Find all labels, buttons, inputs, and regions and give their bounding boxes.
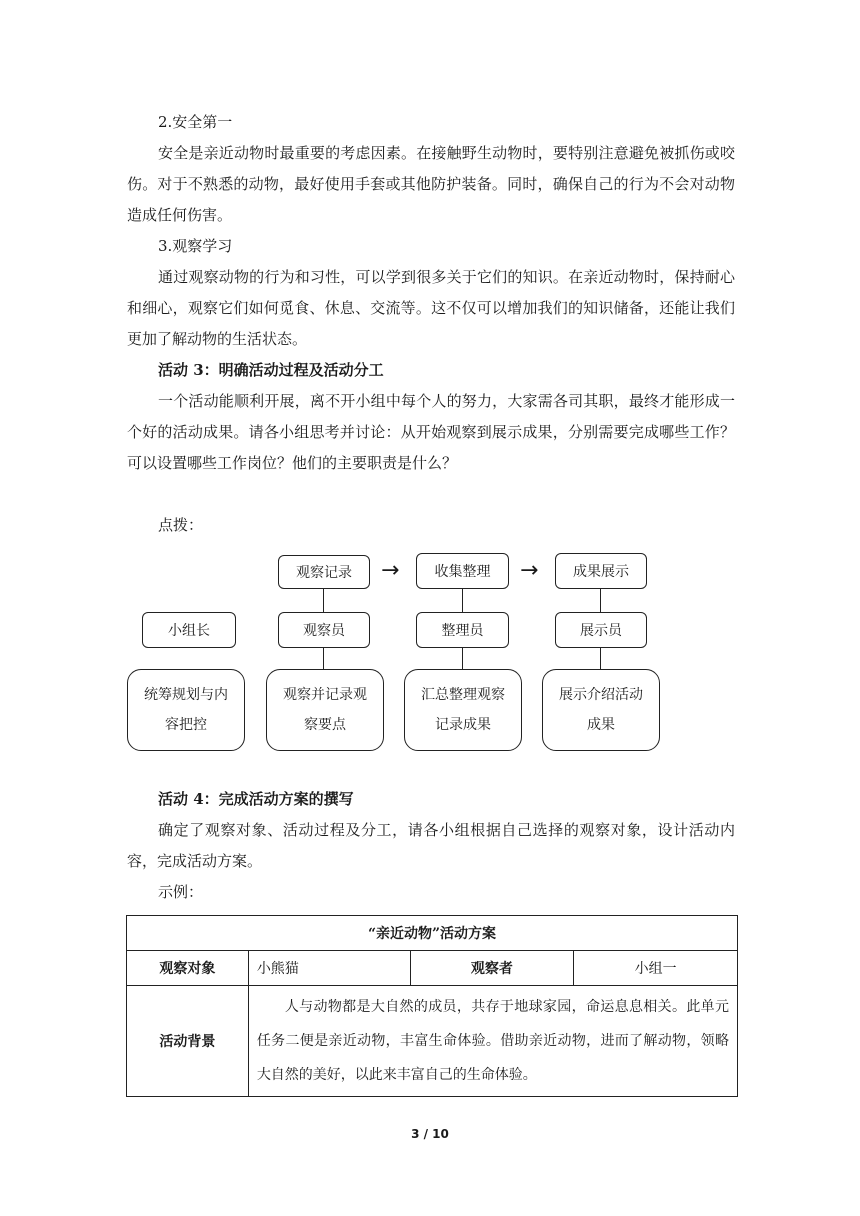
duty-observer: 观察并记录观察要点 xyxy=(266,669,384,751)
background-value: 人与动物都是大自然的成员，共存于地球家园，命运息息相关。此单元任务二便是亲近动物，丰富生命体验。借助亲近动物，进而了解动物，领略大自然的美好，以此来丰富自己的生命体验。 xyxy=(248,986,737,1097)
connector-line xyxy=(600,648,601,669)
observer-value: 小组一 xyxy=(574,951,738,986)
object-label: 观察对象 xyxy=(127,951,249,986)
observer-label: 观察者 xyxy=(410,951,574,986)
object-value: 小熊猫 xyxy=(248,951,410,986)
table-row xyxy=(127,916,738,951)
connector-line xyxy=(600,589,601,612)
connector-line xyxy=(462,648,463,669)
duty-presenter: 展示介绍活动成果 xyxy=(542,669,660,751)
paragraph-observe: 通过观察动物的行为和习性，可以学到很多关于它们的知识。在亲近动物时，保持耐心和细心，观察它们如何觅食、休息、交流等。这不仅可以增加我们的知识储备，还能让我们更加了解动物的生活状态。 xyxy=(127,268,735,348)
paragraph-activity3: 一个活动能顺利开展，离不开小组中每个人的努力，大家需各司其职，最终才能形成一个好的活动成果。请各小组思考并讨论：从开始观察到展示成果，分别需要完成哪些工作？可以设置哪些工作岗位？他们的主要职责是什么？ xyxy=(127,392,735,472)
connector-line xyxy=(462,589,463,612)
table-row xyxy=(127,986,738,1097)
role-organizer: 整理员 xyxy=(416,612,509,648)
flow-step-observe-record: 观察记录 xyxy=(278,555,370,589)
paragraph-activity4: 确定了观察对象、活动过程及分工，请各小组根据自己选择的观察对象，设计活动内容，完成活动方案。 xyxy=(127,821,735,870)
connector-line xyxy=(323,589,324,612)
flow-arrow-2: → xyxy=(520,558,539,583)
role-presenter: 展示员 xyxy=(555,612,647,648)
activity-plan-table xyxy=(126,915,738,1097)
duty-team-leader: 统筹规划与内容把控 xyxy=(127,669,245,751)
activity4-heading: 活动 4：完成活动方案的撰写 xyxy=(158,790,354,808)
section-heading-safety: 2.安全第一 xyxy=(158,113,233,131)
duty-organizer: 汇总整理观察记录成果 xyxy=(404,669,522,751)
section-heading-observe: 3.观察学习 xyxy=(158,237,233,255)
role-observer: 观察员 xyxy=(278,612,370,648)
page-indicator: 3 / 10 xyxy=(411,1127,449,1141)
flow-step-collect: 收集整理 xyxy=(416,553,509,589)
example-label: 示例： xyxy=(158,883,204,901)
table-title: “亲近动物”活动方案 xyxy=(127,916,738,951)
table-row xyxy=(127,951,738,986)
activity3-heading: 活动 3：明确活动过程及活动分工 xyxy=(158,361,384,379)
hint-label: 点拨： xyxy=(158,516,204,534)
role-team-leader: 小组长 xyxy=(142,612,236,648)
flow-arrow-1: → xyxy=(381,558,400,583)
flow-step-present: 成果展示 xyxy=(555,553,647,589)
connector-line xyxy=(323,648,324,669)
background-label: 活动背景 xyxy=(127,986,249,1097)
paragraph-safety: 安全是亲近动物时最重要的考虑因素。在接触野生动物时，要特别注意避免被抓伤或咬伤。对于不熟悉的动物，最好使用手套或其他防护装备。同时，确保自己的行为不会对动物造成任何伤害。 xyxy=(127,144,735,224)
